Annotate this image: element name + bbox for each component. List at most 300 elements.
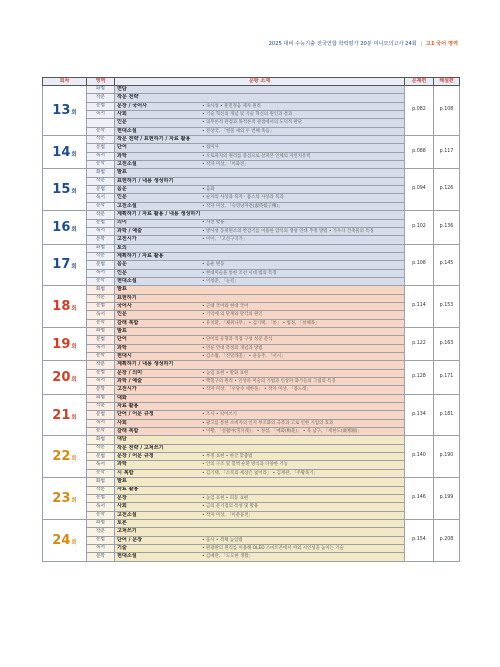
solution-page-link[interactable]: p.199: [434, 478, 460, 520]
area-cell: 화법: [87, 169, 115, 177]
area-cell: 독서: [87, 503, 115, 511]
table-row: [43, 277, 460, 285]
topic-title: 사회: [117, 503, 127, 510]
table-row: [43, 536, 460, 544]
table-row: [43, 453, 460, 461]
table-row: [43, 102, 460, 110]
table-row: [43, 528, 460, 536]
area-cell: 작문: [87, 94, 115, 102]
topic-detail: • 안의 구조 및 혈액 순환 방식과 다양한 기능: [202, 462, 288, 468]
area-cell: 작문: [87, 361, 115, 369]
content-cell: [115, 169, 405, 177]
topic-title: 단어 / 문장: [117, 536, 143, 543]
area-cell: 화법: [87, 86, 115, 94]
area-cell: 문법: [87, 302, 115, 310]
topic-title: 시 복합: [117, 469, 134, 476]
round-number: 18: [52, 299, 71, 315]
contents-table: [42, 77, 460, 562]
round-cell[interactable]: [43, 361, 87, 394]
table-row: [43, 378, 460, 386]
area-cell: 문법: [87, 219, 115, 227]
table-row: [43, 119, 460, 127]
table-row: [43, 478, 460, 486]
topic-title: 자료 활용: [117, 403, 139, 410]
topic-title: 갈래 복합: [117, 428, 139, 435]
topic-title: 과학: [117, 344, 127, 351]
content-cell: [115, 152, 405, 160]
area-cell: 독서: [87, 311, 115, 319]
area-cell: 독서: [87, 419, 115, 427]
content-cell: [115, 119, 405, 127]
topic-title: 과학 / 예술: [117, 227, 143, 234]
content-cell: [115, 528, 405, 536]
content-cell: [115, 544, 405, 552]
content-cell: [115, 511, 405, 519]
topic-title: 문장 / 의미: [117, 369, 143, 376]
table-row: [43, 294, 460, 302]
area-cell: 문학: [87, 469, 115, 477]
topic-detail: • 금의 분기점의 특성 및 활용: [202, 504, 259, 510]
question-page-link[interactable]: p.094: [405, 169, 434, 211]
topic-title: 단어: [117, 144, 127, 151]
table-row: [43, 486, 460, 494]
content-cell: [115, 461, 405, 469]
table-row: [43, 386, 460, 394]
area-cell: 화법: [87, 519, 115, 527]
topic-title: 문장: [117, 494, 127, 501]
content-cell: [115, 211, 405, 219]
topic-title: 고전소설: [117, 511, 137, 518]
table-row: [43, 152, 460, 160]
round-number: 15: [52, 182, 71, 198]
round-number: 16: [52, 219, 71, 235]
topic-detail: • 근대 국어와 현대 국어: [202, 303, 249, 309]
content-cell: [115, 478, 405, 486]
content-cell: [115, 428, 405, 436]
table-row: [43, 161, 460, 169]
table-row: [43, 327, 460, 335]
table-row: [43, 544, 460, 552]
topic-detail: • 사전 활용: [202, 220, 225, 226]
content-cell: [115, 319, 405, 327]
topic-title: 의미: [117, 219, 127, 226]
area-cell: 작문: [87, 528, 115, 536]
content-cell: [115, 236, 405, 244]
topic-title: 단어 / 어문 규정: [117, 411, 154, 418]
topic-title: 갈래 복합: [117, 319, 139, 326]
table-row: [43, 302, 460, 310]
topic-title: 기술: [117, 544, 127, 551]
round-suffix: 회: [71, 498, 77, 505]
area-cell: 독서: [87, 152, 115, 160]
table-row: [43, 494, 460, 502]
table-row: [43, 211, 460, 219]
area-cell: 작문: [87, 211, 115, 219]
topic-detail: • 현대미술을 통한 조선 시대 법의 특징: [202, 270, 277, 276]
area-cell: 문학: [87, 161, 115, 169]
topic-detail: • 순자의 사상과 묵자 · 홉스의 사상과 묵과: [202, 195, 284, 201]
content-cell: [115, 361, 405, 369]
content-cell: [115, 311, 405, 319]
content-cell: [115, 519, 405, 527]
area-cell: [87, 119, 115, 127]
question-page-link[interactable]: p.108: [405, 244, 434, 286]
table-row: [43, 252, 460, 260]
content-cell: [115, 277, 405, 285]
content-cell: [115, 102, 405, 110]
area-cell: 독서: [87, 344, 115, 352]
content-cell: [115, 536, 405, 544]
round-cell[interactable]: [43, 86, 87, 136]
table-row: [43, 511, 460, 519]
topic-title: 현대시: [117, 352, 132, 359]
topic-title: 고전소설: [117, 202, 137, 209]
topic-detail: • 오토파지의 원리를 중심으로 살펴본 인체의 자연치유력: [202, 153, 311, 159]
area-cell: 독서: [87, 461, 115, 469]
round-number: 13: [52, 103, 71, 119]
topic-detail: • 작자 미상, 「이춘풍전」: [202, 512, 253, 518]
content-cell: [115, 394, 405, 402]
topic-title: 고쳐쓰기: [117, 528, 137, 535]
content-cell: [115, 269, 405, 277]
table-row: [43, 444, 460, 452]
round-cell[interactable]: [43, 436, 87, 478]
area-cell: 문학: [87, 386, 115, 394]
area-cell: 문학: [87, 319, 115, 327]
area-cell: 문법: [87, 494, 115, 502]
topic-title: 문장 / 어문 규정: [117, 453, 154, 460]
area-cell: 독서: [87, 378, 115, 386]
topic-title: 사회: [117, 419, 127, 426]
topic-title: 현대소설: [117, 127, 137, 134]
round-suffix: 회: [71, 264, 77, 271]
topic-title: 인문: [117, 269, 127, 276]
topic-title: 계획하기 / 자료 활용: [117, 252, 164, 259]
round-suffix: 회: [71, 306, 77, 313]
area-cell: 문법: [87, 536, 115, 544]
content-cell: [115, 494, 405, 502]
solution-page-link[interactable]: p.108: [434, 86, 460, 136]
question-page-link[interactable]: p.082: [405, 86, 434, 136]
header-book-title: 수능기출 전국연합 학력평가 20분 미니모의고사 24회: [295, 41, 417, 47]
content-cell: [115, 111, 405, 119]
topic-detail: • 품사 • 객체 높임법: [202, 537, 243, 543]
table-row: [43, 461, 460, 469]
topic-detail: • 전상국, 「썰물 새의 두 번째 죽음」: [202, 128, 275, 134]
question-page-link[interactable]: p.102: [405, 211, 434, 244]
topic-detail: • 작자 미상, 「이화전」: [202, 162, 249, 168]
topic-title: 음운: [117, 186, 127, 193]
solution-page-link[interactable]: p.190: [434, 436, 460, 478]
content-cell: [115, 144, 405, 152]
question-page-link[interactable]: p.146: [405, 478, 434, 520]
round-number: 20: [52, 370, 71, 386]
content-cell: [115, 161, 405, 169]
table-row: [43, 127, 460, 135]
round-suffix: 회: [71, 456, 77, 463]
header-round: 회차: [43, 78, 87, 86]
topic-detail: • 의무론적 관점과 목적론적 관점에서의 도덕적 판단: [202, 120, 303, 126]
table-row: [43, 469, 460, 477]
content-cell: [115, 553, 405, 561]
round-cell[interactable]: [43, 244, 87, 286]
solution-page-link[interactable]: p.208: [434, 519, 460, 561]
content-cell: [115, 336, 405, 344]
solution-page-link[interactable]: p.126: [434, 169, 460, 211]
table-row: [43, 361, 460, 369]
table-row: [43, 269, 460, 277]
area-cell: 작문: [87, 252, 115, 260]
content-cell: [115, 127, 405, 135]
content-cell: [115, 386, 405, 394]
round-suffix: 회: [71, 539, 77, 546]
table-row: [43, 202, 460, 210]
round-number: 23: [52, 491, 71, 507]
table-row: [43, 436, 460, 444]
topic-title: 고전시가: [117, 386, 137, 393]
topic-detail: • 이황, 「설월야(雪月夜)」 • 정섭, 「매화(梅花)」 • 욱 남구, 「세한도(歲寒圖)」: [202, 429, 362, 435]
area-cell: 문법: [87, 144, 115, 152]
content-cell: [115, 177, 405, 185]
round-cell[interactable]: [43, 136, 87, 169]
topic-title: 자료 활용: [117, 486, 139, 493]
header-year: 2025 대비: [268, 41, 294, 47]
area-cell: 화법: [87, 478, 115, 486]
area-cell: 문법: [87, 336, 115, 344]
content-cell: [115, 403, 405, 411]
content-cell: [115, 302, 405, 310]
table-row: [43, 503, 460, 511]
topic-detail: • 높임 표현 • 피동 표현: [202, 495, 249, 501]
round-cell[interactable]: [43, 394, 87, 436]
topic-detail: • 작자 미상, 「우당수 세한돌」 • 작자 미상, 「몽노래」: [202, 387, 311, 393]
solution-page-link[interactable]: p.163: [434, 327, 460, 360]
area-cell: 화법: [87, 327, 115, 335]
topic-detail: • 김기택, 「소록의 세상은 넓어라」 • 김재관, 「주황목기」: [202, 470, 318, 476]
area-cell: 문학: [87, 553, 115, 561]
question-page-link[interactable]: p.122: [405, 327, 434, 360]
header-solution-page: 해설편: [434, 78, 460, 86]
area-cell: 화법: [87, 436, 115, 444]
area-cell: 작문: [87, 294, 115, 302]
question-page-link[interactable]: p.134: [405, 394, 434, 436]
table-row: [43, 369, 460, 377]
content-cell: [115, 227, 405, 235]
table-row: [43, 403, 460, 411]
page-header: 2025 대비 수능기출 전국연합 학력평가 20분 미니모의고사 24회 | 고1 국어 영역: [268, 41, 458, 47]
table-row: [43, 244, 460, 252]
content-cell: [115, 186, 405, 194]
topic-title: 인문: [117, 311, 127, 318]
area-cell: 문법: [87, 102, 115, 110]
topic-title: 작문 전략 / 표현하기 / 자료 활용: [117, 136, 191, 143]
topic-title: 발표: [117, 478, 127, 485]
area-cell: 문학: [87, 277, 115, 285]
area-cell: 문법: [87, 186, 115, 194]
topic-detail: • 유치환, 「채취나무」 • 김기택, 「통」 • 법정, 「설해목」: [202, 320, 320, 326]
topic-detail: • 접미사: [202, 145, 219, 151]
table-row: [43, 136, 460, 144]
area-cell: 작문: [87, 444, 115, 452]
area-cell: 문학: [87, 353, 115, 361]
content-cell: [115, 411, 405, 419]
topic-detail: • 이청준, 「눈길」: [202, 278, 239, 284]
round-number: 21: [52, 407, 71, 423]
area-cell: 독서: [87, 269, 115, 277]
topic-title: 단어: [117, 336, 127, 343]
round-suffix: 회: [71, 151, 77, 158]
area-cell: 작문: [87, 177, 115, 185]
topic-title: 국어사: [117, 302, 132, 309]
topic-title: 음운: [117, 261, 127, 268]
question-page-link[interactable]: p.140: [405, 436, 434, 478]
topic-title: 발표: [117, 169, 127, 176]
topic-detail: • 백혈구의 원리 • 인상파 미술의 기법과 인상파 화가들의 그림의 특징: [202, 379, 336, 384]
topic-detail: • 광고를 통한 소비자의 인지 부조화의 극복과 고로 인한 기업의 효과: [202, 420, 334, 426]
question-page-link[interactable]: p.114: [405, 286, 434, 328]
area-cell: 화법: [87, 244, 115, 252]
content-cell: [115, 503, 405, 511]
header-area: 영역: [87, 78, 115, 86]
topic-title: 토론: [117, 519, 127, 526]
round-cell[interactable]: [43, 286, 87, 328]
topic-title: 면담: [117, 85, 127, 92]
topic-title: 계획하기 / 내용 생성하기: [117, 361, 174, 368]
topic-title: 과학: [117, 152, 127, 159]
question-page-link[interactable]: p.088: [405, 136, 434, 169]
area-cell: 문법: [87, 261, 115, 269]
topic-detail: • 김소월, 「진달래꽃」 • 윤동주, 「서시」: [202, 353, 286, 359]
topic-detail: • 조사 • 띄어쓰기: [202, 412, 237, 418]
content-cell: [115, 444, 405, 452]
topic-detail: • 단어의 유형과 직접 구성 성분 분석: [202, 337, 273, 343]
round-suffix: 회: [71, 110, 77, 117]
solution-page-link[interactable]: p.145: [434, 244, 460, 286]
topic-detail: • 부정 표현 • 한글 맞춤법: [202, 454, 253, 460]
area-cell: 문학: [87, 511, 115, 519]
topic-detail: • 높임 표현 • 발화 표현: [202, 370, 249, 376]
header-subject: 국어 영역: [436, 41, 458, 47]
round-suffix: 회: [71, 414, 77, 421]
topic-detail: • 기술 혁신의 개념 및 기술 혁신의 원인과 결과: [202, 112, 293, 117]
table-header-row: [43, 78, 460, 86]
table-row: [43, 419, 460, 427]
content-cell: [115, 353, 405, 361]
table-row: [43, 411, 460, 419]
round-cell[interactable]: [43, 169, 87, 211]
topic-detail: • 방사성 동위원소의 반감기를 이용한 암석의 생성 연대 추정 방법 • 가우디 건축물의 특징: [202, 228, 374, 234]
round-number: 17: [52, 257, 71, 273]
round-cell[interactable]: [43, 519, 87, 561]
topic-detail: • 연륜 연대 측정의 개념과 방법: [202, 345, 263, 351]
header-grade: 고1: [425, 41, 435, 47]
content-cell: [115, 486, 405, 494]
area-cell: 작문: [87, 136, 115, 144]
table-row: [43, 336, 460, 344]
round-suffix: 회: [71, 377, 77, 384]
topic-detail: • 김애란, 「도도한 생활」: [202, 554, 253, 560]
topic-title: 대담: [117, 436, 127, 443]
area-cell: 독서: [87, 544, 115, 552]
topic-detail: • 음화: [202, 187, 215, 193]
table-row: [43, 144, 460, 152]
table-row: [43, 319, 460, 327]
table-row: [43, 186, 460, 194]
content-cell: [115, 378, 405, 386]
content-cell: [115, 294, 405, 302]
table-row: [43, 219, 460, 227]
round-suffix: 회: [71, 226, 77, 233]
area-cell: 문학: [87, 202, 115, 210]
area-cell: 독서: [87, 111, 115, 119]
question-page-link[interactable]: p.128: [405, 361, 434, 394]
content-cell: [115, 94, 405, 102]
table-row: [43, 227, 460, 235]
round-cell[interactable]: [43, 478, 87, 520]
area-cell: 화법: [87, 394, 115, 402]
table-row: [43, 519, 460, 527]
topic-title: 발표: [117, 327, 127, 334]
table-row: [43, 169, 460, 177]
topic-detail: • 편광판의 원리를 이용해 OLED 스마트폰에서 야외 시인성을 높이는 기술: [202, 545, 344, 551]
content-cell: [115, 194, 405, 202]
table-row: [43, 286, 460, 294]
table-row: [43, 394, 460, 402]
table-row: [43, 261, 460, 269]
solution-page-link[interactable]: p.181: [434, 394, 460, 436]
topic-detail: • 기억에 의 단계와 망각의 원인: [202, 312, 263, 318]
content-cell: [115, 453, 405, 461]
round-cell[interactable]: [43, 327, 87, 360]
topic-title: 표현하기: [117, 294, 137, 301]
topic-detail: • 속사성 • 훈민정음 제자 원리: [202, 103, 261, 109]
topic-title: 표현하기 / 내용 생성하기: [117, 177, 174, 184]
content-cell: [115, 202, 405, 210]
table-row: [43, 194, 460, 202]
round-cell[interactable]: [43, 211, 87, 244]
content-cell: [115, 286, 405, 294]
solution-page-link[interactable]: p.136: [434, 211, 460, 244]
area-cell: 문학: [87, 127, 115, 135]
table-row: [43, 236, 460, 244]
area-cell: 작문: [87, 403, 115, 411]
area-cell: 문학: [87, 236, 115, 244]
area-cell: 독서: [87, 227, 115, 235]
round-number: 14: [52, 144, 71, 160]
table-row: [43, 311, 460, 319]
table-row: [43, 353, 460, 361]
topic-title: 대화: [117, 394, 127, 401]
solution-page-link[interactable]: p.117: [434, 136, 460, 169]
topic-detail: • 작자 미상, 「숙영낭자전(淑英娘子傳)」: [202, 203, 283, 209]
content-cell: [115, 436, 405, 444]
table-row: [43, 111, 460, 119]
topic-title: 고전시가: [117, 236, 137, 243]
content-cell: [115, 252, 405, 260]
solution-page-link[interactable]: p.171: [434, 361, 460, 394]
question-page-link[interactable]: p.154: [405, 519, 434, 561]
topic-title: 계획하기 / 자료 활용 / 내용 생성하기: [117, 211, 201, 218]
topic-title: 문장 / 국어사: [117, 102, 148, 109]
topic-title: 토의: [117, 244, 127, 251]
topic-title: 작문 전략 / 고쳐쓰기: [117, 444, 164, 451]
area-cell: 문법: [87, 453, 115, 461]
solution-page-link[interactable]: p.153: [434, 286, 460, 328]
table-row: [43, 553, 460, 561]
round-number: 22: [52, 449, 71, 465]
content-cell: [115, 244, 405, 252]
content-cell: [115, 469, 405, 477]
